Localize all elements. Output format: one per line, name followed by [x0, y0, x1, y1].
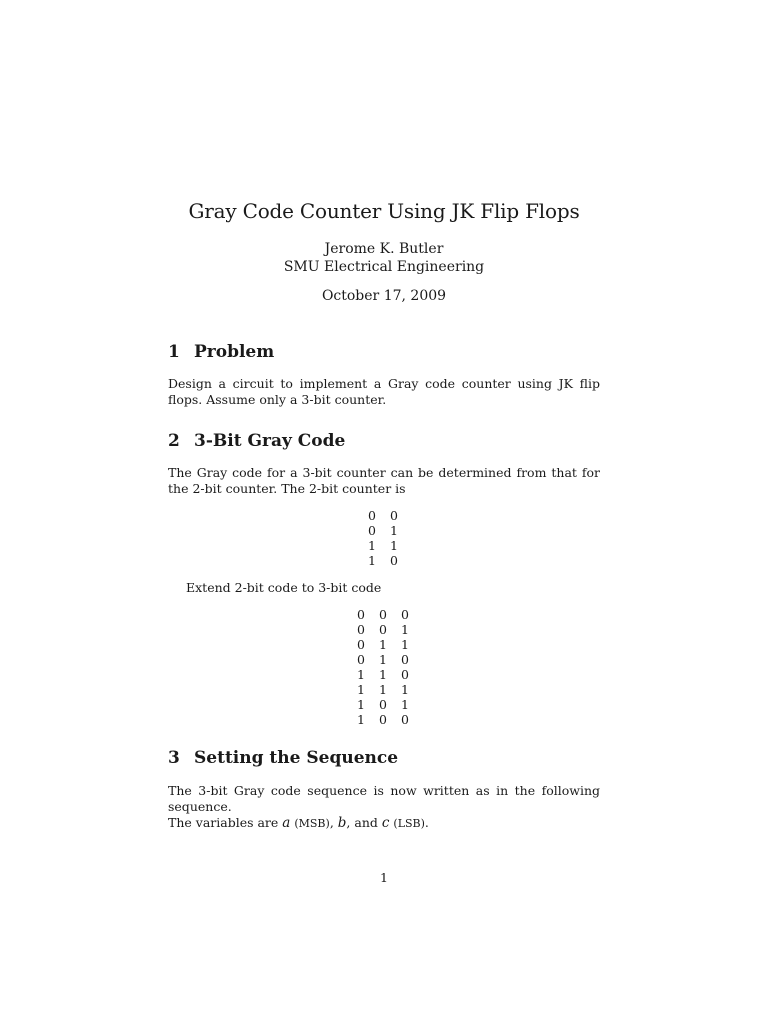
table-cell: 0 — [401, 652, 409, 667]
table-cell: 0 — [401, 667, 409, 682]
section-title: Problem — [194, 342, 275, 362]
table-cell: 1 — [401, 622, 409, 637]
paper-date: October 17, 2009 — [321, 288, 447, 304]
table-cell: 1 — [357, 712, 365, 727]
three-bit-table-wrap — [350, 607, 416, 727]
table-row — [350, 667, 416, 682]
section-heading-gray-code — [168, 431, 345, 451]
section-number: 2 — [168, 431, 180, 451]
table-row — [350, 637, 416, 652]
table-cell: 1 — [379, 637, 387, 652]
page-number: 1 — [380, 870, 388, 885]
problem-paragraph: Design a circuit to implement a Gray code counter using JK flip flops. Assume only a 3-bit counter. — [168, 376, 600, 407]
sequence-line-1: The 3-bit Gray code sequence is now written as in the following sequence. — [168, 783, 600, 814]
three-bit-code-table — [350, 607, 416, 727]
table-cell: 1 — [401, 682, 409, 697]
table-cell: 0 — [368, 508, 376, 523]
author-name: Jerome K. Butler — [324, 241, 444, 257]
table-row — [350, 682, 416, 697]
table-cell: 1 — [357, 667, 365, 682]
variable-c: c — [381, 815, 390, 831]
section-heading-problem — [168, 342, 274, 362]
table-cell: 0 — [401, 712, 409, 727]
table-cell: 0 — [401, 607, 409, 622]
and-text: , and — [346, 815, 382, 830]
two-bit-table-wrap — [361, 508, 405, 568]
table-row — [350, 652, 416, 667]
table-row — [361, 523, 405, 538]
sequence-prefix: The variables are — [168, 815, 283, 830]
table-cell: 1 — [390, 538, 398, 553]
table-row — [350, 712, 416, 727]
section-title: 3-Bit Gray Code — [194, 431, 346, 451]
table-cell: 0 — [357, 622, 365, 637]
section-heading-sequence — [168, 748, 398, 768]
table-cell: 1 — [368, 538, 376, 553]
table-cell: 1 — [368, 553, 376, 568]
table-row — [361, 553, 405, 568]
table-row — [361, 508, 405, 523]
table-cell: 1 — [379, 652, 387, 667]
table-cell: 0 — [357, 652, 365, 667]
lsb-label: (LSB) — [393, 817, 425, 830]
variable-b: b — [337, 815, 347, 831]
table-cell: 0 — [379, 607, 387, 622]
table-cell: 0 — [379, 622, 387, 637]
graycode-intro-paragraph: The Gray code for a 3-bit counter can be determined from that for the 2-bit counter. The 2-bit counter is — [168, 465, 600, 496]
author-affiliation: SMU Electrical Engineering — [283, 259, 485, 275]
table-cell: 0 — [390, 553, 398, 568]
table-cell: 0 — [379, 697, 387, 712]
table-cell: 1 — [379, 682, 387, 697]
table-row — [361, 538, 405, 553]
table-cell: 0 — [368, 523, 376, 538]
table-cell: 1 — [379, 667, 387, 682]
table-cell: 1 — [357, 697, 365, 712]
table-cell: 1 — [390, 523, 398, 538]
msb-label: (MSB) — [294, 817, 330, 830]
paper-title: Gray Code Counter Using JK Flip Flops — [188, 199, 580, 223]
table-row — [350, 622, 416, 637]
section-number: 1 — [168, 342, 180, 362]
section-number: 3 — [168, 748, 180, 768]
table-cell: 0 — [357, 637, 365, 652]
two-bit-code-table — [361, 508, 405, 568]
table-cell: 0 — [357, 607, 365, 622]
table-cell: 0 — [379, 712, 387, 727]
table-cell: 1 — [401, 697, 409, 712]
table-cell: 0 — [390, 508, 398, 523]
variable-a: a — [282, 815, 291, 831]
table-row — [350, 607, 416, 622]
table-cell: 1 — [357, 682, 365, 697]
table-cell: 1 — [401, 637, 409, 652]
sequence-paragraph: The 3-bit Gray code sequence is now written as in the following sequence. The variables are a (MSB), b, and c (LSB). — [168, 783, 600, 831]
table-row — [350, 697, 416, 712]
extend-code-text: Extend 2-bit code to 3-bit code — [186, 580, 382, 595]
section-title: Setting the Sequence — [194, 748, 399, 768]
